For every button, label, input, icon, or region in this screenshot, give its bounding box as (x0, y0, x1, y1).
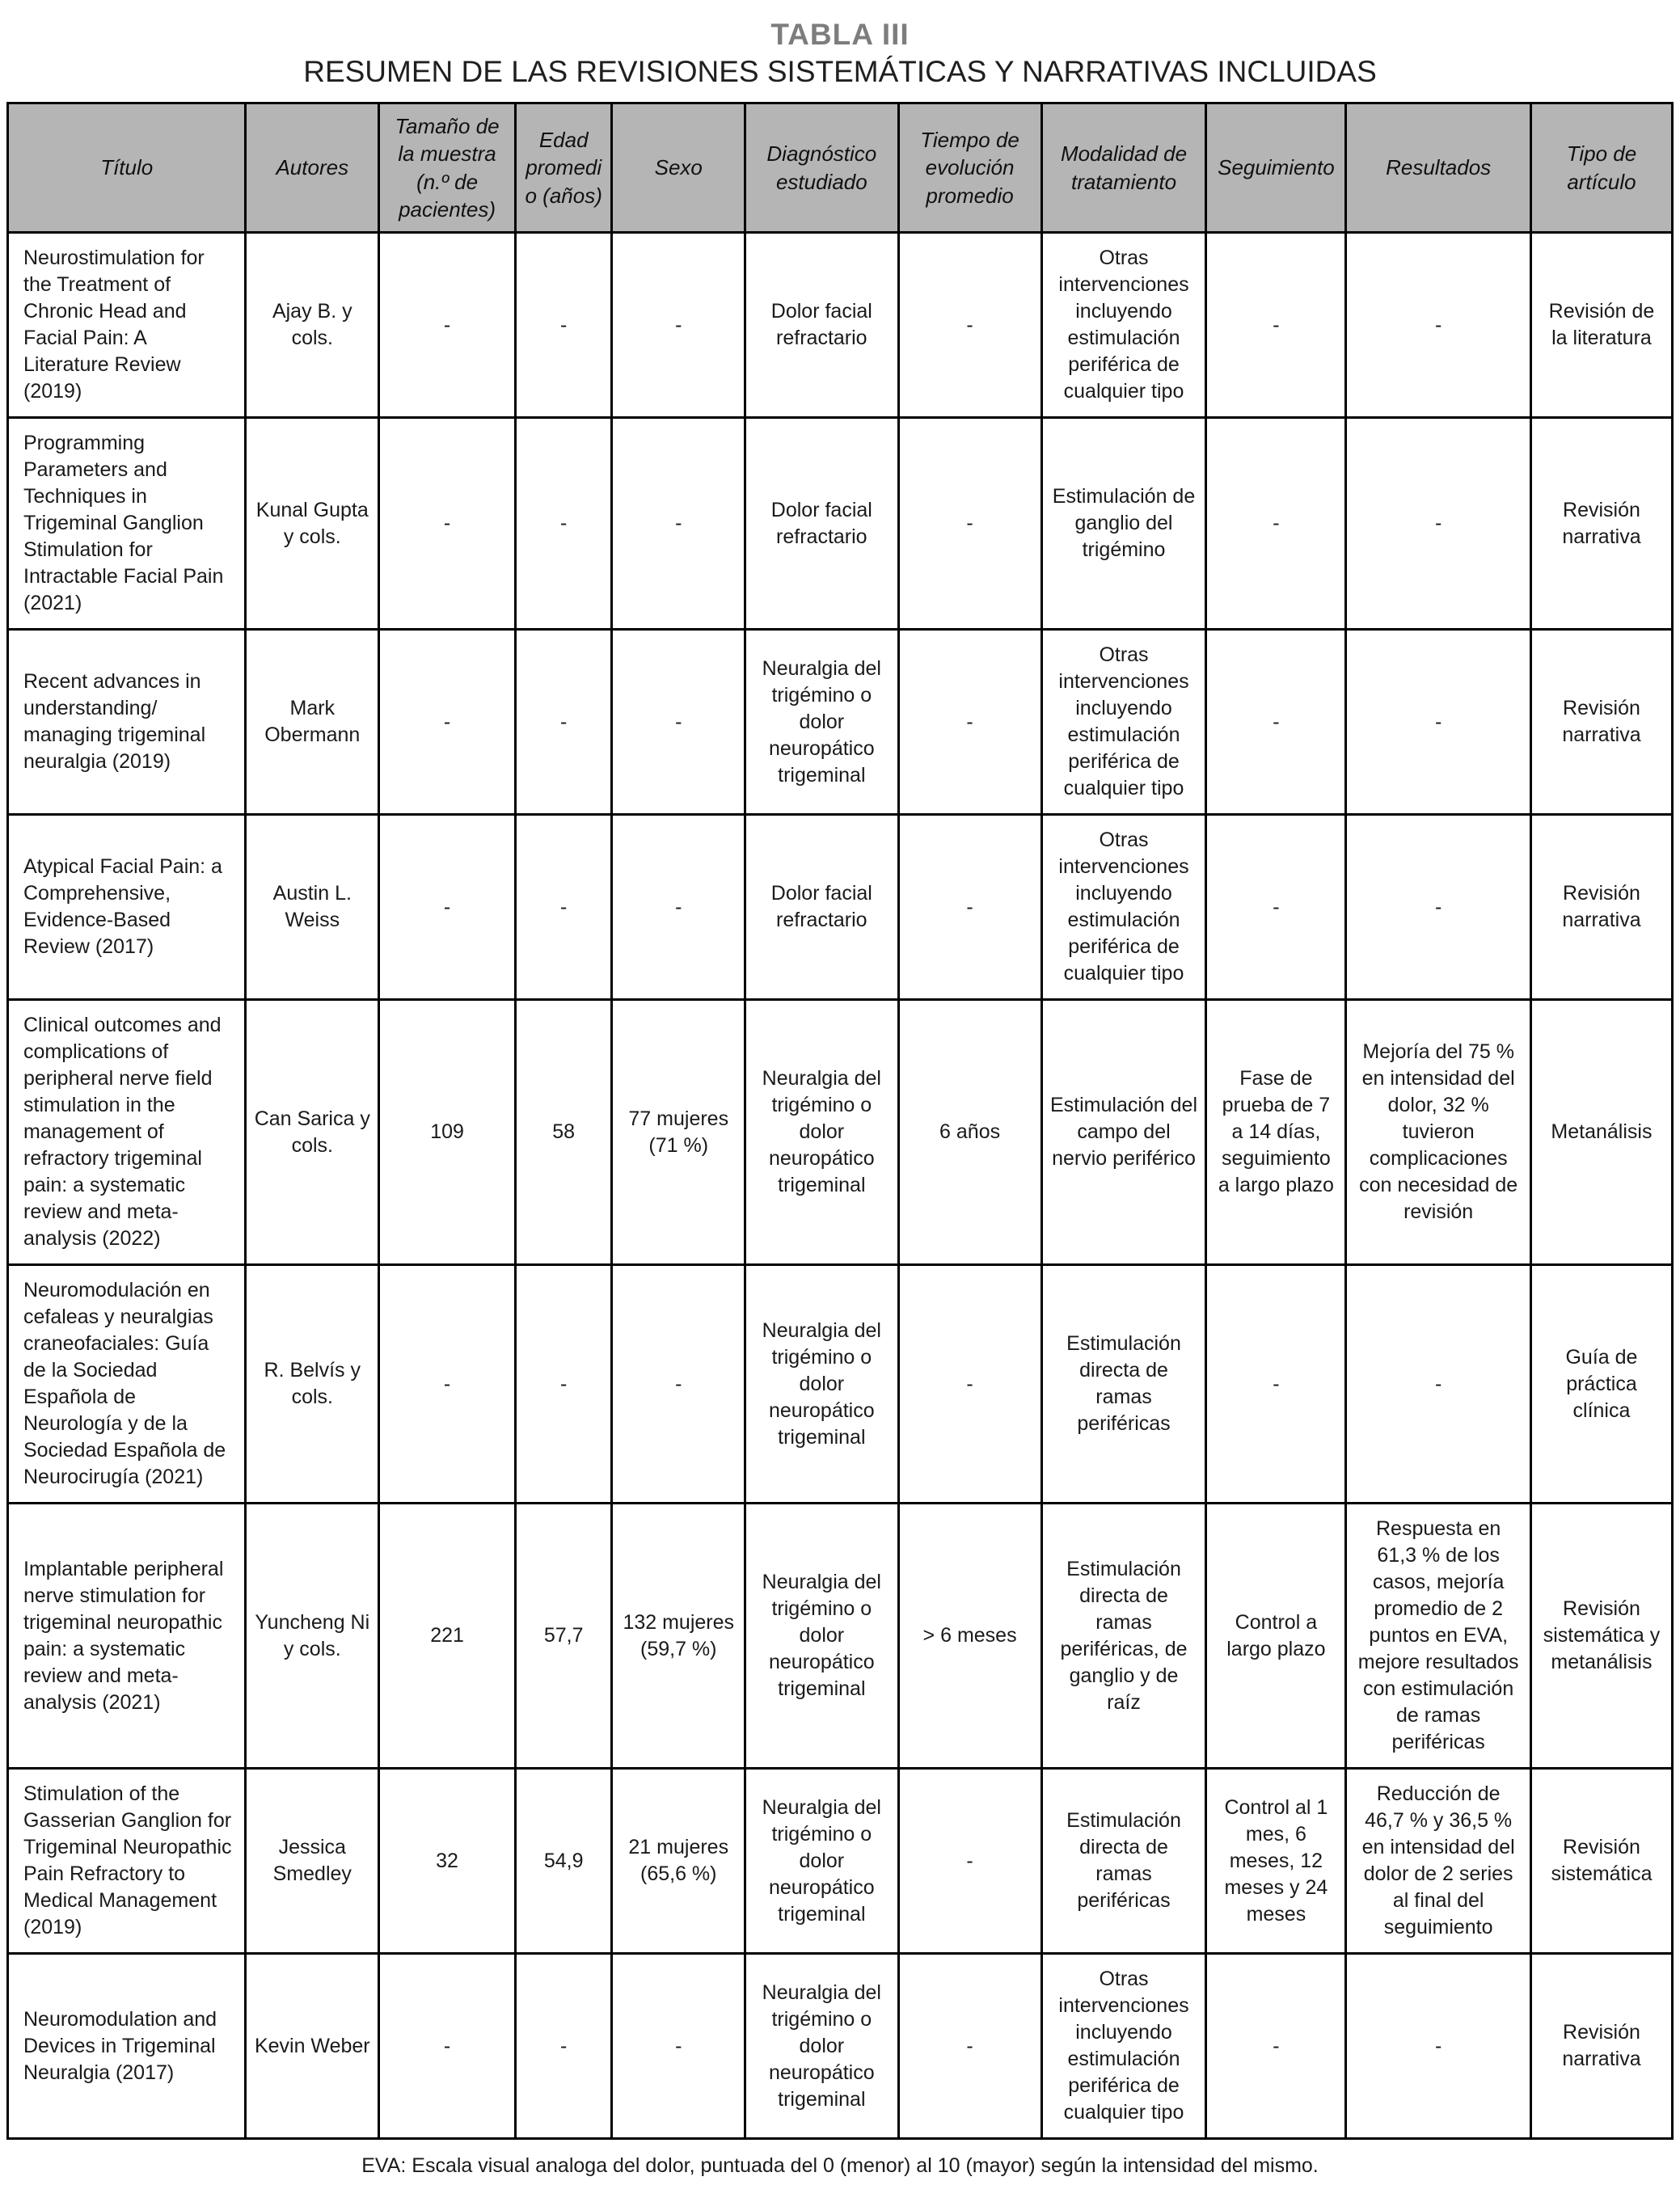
table-cell: Otras intervenciones incluyendo estimulación periférica de cualquier tipo (1041, 630, 1206, 815)
table-cell: Neuromodulación en cefaleas y neuralgias craneofaciales: Guía de la Sociedad Española de Neurología y de la Sociedad Española de Neurocirugía (2021) (8, 1265, 246, 1504)
table-cell: Neuralgia del trigémino o dolor neuropático trigeminal (745, 1000, 898, 1265)
table-cell: Otras intervenciones incluyendo estimulación periférica de cualquier tipo (1041, 233, 1206, 418)
table-cell: 21 mujeres (65,6 %) (612, 1769, 745, 1954)
table-cell: 132 mujeres (59,7 %) (612, 1504, 745, 1769)
table-cell: Recent advances in understanding/ managing trigeminal neuralgia (2019) (8, 630, 246, 815)
table-cell: - (612, 233, 745, 418)
table-cell: - (898, 418, 1041, 630)
table-cell: Estimulación directa de ramas periféricas, de ganglio y de raíz (1041, 1504, 1206, 1769)
table-cell: Dolor facial refractario (745, 815, 898, 1000)
table-cell: Guía de práctica clínica (1530, 1265, 1672, 1504)
table-cell: Revisión narrativa (1530, 630, 1672, 815)
table-cell: Mejoría del 75 % en intensidad del dolor, 32 % tuvieron complicaciones con necesidad de revisión (1346, 1000, 1531, 1265)
table-cell: - (379, 815, 516, 1000)
table-cell: Reducción de 46,7 % y 36,5 % en intensidad del dolor de 2 series al final del seguimiento (1346, 1769, 1531, 1954)
table-cell: R. Belvís y cols. (246, 1265, 379, 1504)
table-cell: Neuralgia del trigémino o dolor neuropático trigeminal (745, 1954, 898, 2139)
table-cell: - (612, 1954, 745, 2139)
table-row (8, 1504, 1673, 1769)
table-header-row (8, 103, 1673, 233)
table-cell: Revisión sistemática y metanálisis (1530, 1504, 1672, 1769)
table-cell: - (379, 630, 516, 815)
column-header: Resultados (1346, 103, 1531, 233)
table-cell: - (1346, 418, 1531, 630)
table-cell: Otras intervenciones incluyendo estimulación periférica de cualquier tipo (1041, 1954, 1206, 2139)
table-cell: Control a largo plazo (1206, 1504, 1346, 1769)
table-cell: - (898, 1769, 1041, 1954)
column-header: Título (8, 103, 246, 233)
table-title: TABLA III (770, 18, 910, 51)
table-cell: - (1206, 1954, 1346, 2139)
table-cell: Revisión narrativa (1530, 1954, 1672, 2139)
table-cell: Mark Obermann (246, 630, 379, 815)
table-cell: - (612, 815, 745, 1000)
table-cell: Respuesta en 61,3 % de los casos, mejoría promedio de 2 puntos en EVA, mejore resultados con estimulación de ramas periféricas (1346, 1504, 1531, 1769)
table-cell: Otras intervenciones incluyendo estimulación periférica de cualquier tipo (1041, 815, 1206, 1000)
table-cell: Revisión sistemática (1530, 1769, 1672, 1954)
table-cell: 6 años (898, 1000, 1041, 1265)
table-cell: Fase de prueba de 7 a 14 días, seguimiento a largo plazo (1206, 1000, 1346, 1265)
column-header: Tipo de artículo (1530, 103, 1672, 233)
table-cell: - (379, 1265, 516, 1504)
table-cell: - (379, 233, 516, 418)
table-cell: - (1346, 1265, 1531, 1504)
table-cell: - (898, 1265, 1041, 1504)
table-cell: Ajay B. y cols. (246, 233, 379, 418)
table-cell: - (1206, 418, 1346, 630)
table-cell: - (612, 630, 745, 815)
column-header: Diagnóstico estudiado (745, 103, 898, 233)
column-header: Sexo (612, 103, 745, 233)
table-cell: Dolor facial refractario (745, 418, 898, 630)
table-cell: Neuralgia del trigémino o dolor neuropático trigeminal (745, 630, 898, 815)
table-cell: Estimulación directa de ramas periféricas (1041, 1265, 1206, 1504)
table-cell: - (612, 1265, 745, 1504)
table-cell: Jessica Smedley (246, 1769, 379, 1954)
table-cell: - (1346, 815, 1531, 1000)
table-cell: Dolor facial refractario (745, 233, 898, 418)
column-header: Tiempo de evolución promedio (898, 103, 1041, 233)
table-cell: - (1346, 630, 1531, 815)
table-cell: - (1346, 1954, 1531, 2139)
table-cell: 221 (379, 1504, 516, 1769)
table-cell: - (379, 1954, 516, 2139)
table-cell: Neuralgia del trigémino o dolor neuropático trigeminal (745, 1504, 898, 1769)
table-cell: - (1206, 630, 1346, 815)
table-cell: Austin L. Weiss (246, 815, 379, 1000)
table-row (8, 418, 1673, 630)
table-cell: Revisión narrativa (1530, 418, 1672, 630)
table-cell: Clinical outcomes and complications of peripheral nerve field stimulation in the management of refractory trigeminal pain: a systematic review and meta-analysis (2022) (8, 1000, 246, 1265)
table-cell: - (1206, 1265, 1346, 1504)
table-cell: - (515, 815, 611, 1000)
table-cell: Atypical Facial Pain: a Comprehensive, Evidence-Based Review (2017) (8, 815, 246, 1000)
summary-table (6, 102, 1674, 2140)
column-header: Seguimiento (1206, 103, 1346, 233)
table-cell: Kunal Gupta y cols. (246, 418, 379, 630)
table-cell: - (1206, 815, 1346, 1000)
table-cell: Estimulación directa de ramas periféricas (1041, 1769, 1206, 1954)
table-cell: - (1346, 233, 1531, 418)
column-header: Autores (246, 103, 379, 233)
table-cell: - (898, 233, 1041, 418)
table-row (8, 1265, 1673, 1504)
table-cell: Programming Parameters and Techniques in Trigeminal Ganglion Stimulation for Intractable Facial Pain (2021) (8, 418, 246, 630)
table-cell: Implantable peripheral nerve stimulation for trigeminal neuropathic pain: a systematic review and meta-analysis (2021) (8, 1504, 246, 1769)
table-cell: > 6 meses (898, 1504, 1041, 1769)
table-cell: - (898, 1954, 1041, 2139)
table-cell: - (379, 418, 516, 630)
table-row (8, 1954, 1673, 2139)
table-cell: 57,7 (515, 1504, 611, 1769)
table-cell: Estimulación del campo del nervio periférico (1041, 1000, 1206, 1265)
table-cell: - (515, 1265, 611, 1504)
table-row (8, 630, 1673, 815)
footnote: EVA: Escala visual analoga del dolor, puntuada del 0 (menor) al 10 (mayor) según la intensidad del mismo. (361, 2154, 1319, 2178)
table-cell: Estimulación de ganglio del trigémino (1041, 418, 1206, 630)
table-cell: 54,9 (515, 1769, 611, 1954)
table-cell: Stimulation of the Gasserian Ganglion for Trigeminal Neuropathic Pain Refractory to Medical Management (2019) (8, 1769, 246, 1954)
table-cell: 32 (379, 1769, 516, 1954)
table-row (8, 1000, 1673, 1265)
table-row (8, 233, 1673, 418)
table-cell: Revisión narrativa (1530, 815, 1672, 1000)
table-cell: 109 (379, 1000, 516, 1265)
table-cell: - (515, 1954, 611, 2139)
table-cell: - (898, 815, 1041, 1000)
table-cell: Neuralgia del trigémino o dolor neuropático trigeminal (745, 1769, 898, 1954)
table-row (8, 1769, 1673, 1954)
table-cell: - (515, 418, 611, 630)
table-row (8, 815, 1673, 1000)
table-cell: - (515, 233, 611, 418)
table-cell: Yuncheng Ni y cols. (246, 1504, 379, 1769)
table-cell: Revisión de la literatura (1530, 233, 1672, 418)
table-cell: - (898, 630, 1041, 815)
table-cell: - (515, 630, 611, 815)
table-cell: Kevin Weber (246, 1954, 379, 2139)
table-cell: Metanálisis (1530, 1000, 1672, 1265)
table-cell: - (1206, 233, 1346, 418)
table-subtitle: RESUMEN DE LAS REVISIONES SISTEMÁTICAS Y NARRATIVAS INCLUIDAS (303, 55, 1377, 88)
column-header: Tamaño de la muestra (n.º de pacientes) (379, 103, 516, 233)
table-cell: Neuromodulation and Devices in Trigeminal Neuralgia (2017) (8, 1954, 246, 2139)
table-cell: Control al 1 mes, 6 meses, 12 meses y 24 meses (1206, 1769, 1346, 1954)
table-cell: 58 (515, 1000, 611, 1265)
table-cell: 77 mujeres (71 %) (612, 1000, 745, 1265)
column-header: Edad promedio (años) (515, 103, 611, 233)
table-cell: Neuralgia del trigémino o dolor neuropático trigeminal (745, 1265, 898, 1504)
table-cell: Can Sarica y cols. (246, 1000, 379, 1265)
table-cell: - (612, 418, 745, 630)
column-header: Modalidad de tratamiento (1041, 103, 1206, 233)
table-cell: Neurostimulation for the Treatment of Chronic Head and Facial Pain: A Literature Review (2019) (8, 233, 246, 418)
